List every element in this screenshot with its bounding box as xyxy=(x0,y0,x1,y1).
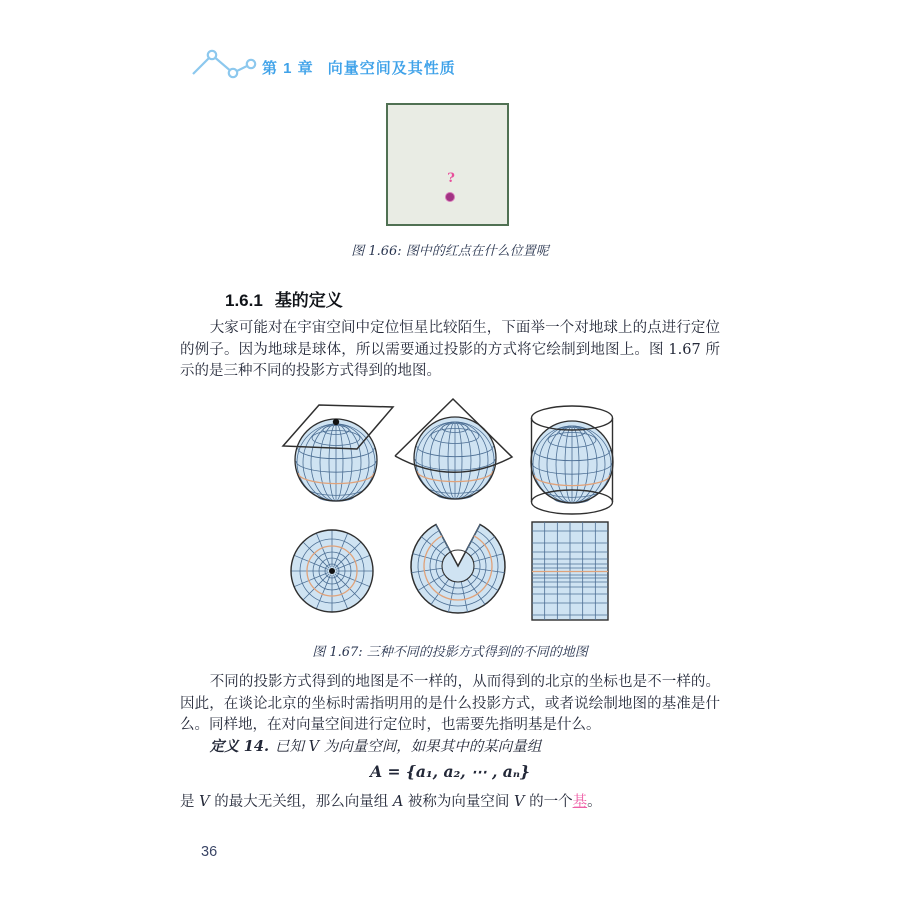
section-number: 1.6.1 xyxy=(225,291,263,310)
math-v: V xyxy=(199,794,210,810)
chapter-title: 向量空间及其性质 xyxy=(327,60,456,77)
page-number: 36 xyxy=(201,844,218,860)
running-header xyxy=(262,57,456,78)
cone-projection-sphere xyxy=(395,399,512,499)
cylinder-projection-sphere xyxy=(531,406,613,514)
figure-1-66-canvas xyxy=(386,103,509,226)
section-heading xyxy=(225,286,343,311)
fan-map xyxy=(411,525,505,613)
figure-1-67-caption: 图 1.67: 三种不同的投影方式得到的不同的地图 xyxy=(312,645,588,660)
math-v: V xyxy=(514,794,525,810)
paragraph-2: 不同的投影方式得到的地图是不一样的，从而得到的北京的坐标也是不一样的。因此，在谈论北京的坐标时需指明用的是什么投影方式，或者说绘制地图的基准是什么。同样地，在对向量空间进行定位时，也需要先指明基是什么。 xyxy=(180,674,720,734)
rectangular-map xyxy=(532,522,608,620)
vector-group-formula: A = {a₁, a₂, ⋯ , aₙ} xyxy=(370,762,530,781)
basis-highlight: 基 xyxy=(572,794,588,810)
paragraph-1: 大家可能对在宇宙空间中定位恒星比较陌生，下面举一个对地球上的点进行定位的例子。因为地球是球体，所以需要通过投影的方式将它绘制到地图上。图 1.67 所示的是三种不同的投影方式得到的地图。 xyxy=(180,320,720,380)
closing-sentence: 是 V 的最大无关组，那么向量组 A 被称为向量空间 V 的一个基。 xyxy=(180,794,602,810)
definition-14: 定义 14. 已知 V 为向量空间，如果其中的某向量组 xyxy=(209,738,542,755)
plane-projection-sphere xyxy=(283,405,393,501)
section-title: 基的定义 xyxy=(274,291,343,310)
math-v: V xyxy=(308,739,320,755)
question-mark-label: ? xyxy=(447,171,455,186)
definition-label: 定义 14. xyxy=(209,738,269,755)
math-a: A xyxy=(392,794,404,810)
chapter-label: 第 1 章 xyxy=(262,60,314,77)
figure-1-67 xyxy=(250,385,670,645)
red-point xyxy=(446,193,454,201)
figure-1-66-caption: 图 1.66: 图中的红点在什么位置呢 xyxy=(351,244,549,259)
polar-map xyxy=(291,530,373,612)
polyline-chart-logo-icon xyxy=(188,46,260,82)
